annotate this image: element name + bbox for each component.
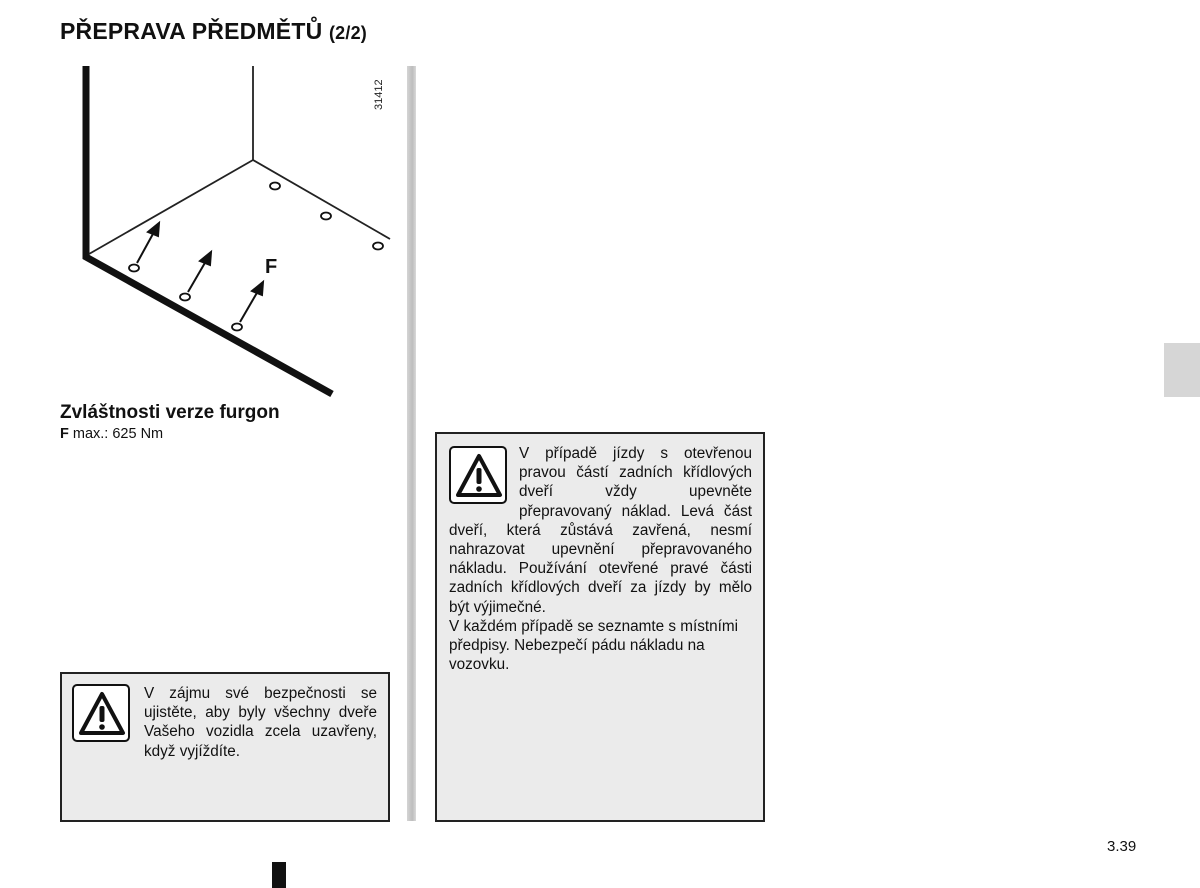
arrow-head-icon xyxy=(252,282,263,295)
safety-warning-text: V zájmu své bezpečnosti se ujistěte, aby byly všechny dveře Vašeho vozidla zcela uzavřeny, když vyjíždíte. xyxy=(144,685,377,760)
cargo-warning-paragraph-1: V případě jízdy s otevřenou pravou částí zadních křídlových dveří vždy upevněte přepravovaný náklad. Levá část dveří, která zůstává zavřená, nesmí nahrazovat upevnění přepravovaného nákladu. Používání otevřené pravé části zadních křídlových dveří za jízdy by mělo být výjimečné. xyxy=(449,445,752,616)
cargo-anchor-points-diagram xyxy=(62,64,402,398)
anchor-ring-icon xyxy=(180,294,190,301)
warning-triangle-glyph xyxy=(454,451,504,501)
side-floor-line xyxy=(253,160,390,239)
force-symbol: F xyxy=(60,426,69,442)
anchor-ring-icon xyxy=(321,213,331,220)
warning-triangle-icon xyxy=(449,446,507,504)
warning-triangle-icon xyxy=(72,684,130,742)
figure-ref-number: 31412 xyxy=(373,79,385,110)
force-arrow-icon xyxy=(188,261,206,292)
anchor-ring-icon xyxy=(270,183,280,190)
warning-triangle-glyph xyxy=(77,689,127,739)
caption-title: Zvláštnosti verze furgon xyxy=(60,402,280,423)
page-number: 3.39 xyxy=(1107,838,1137,855)
column-divider xyxy=(407,66,416,821)
cargo-warning-paragraph-2: V každém případě se seznamte s místními předpisy. Nebezpečí pádu nákladu na vozovku. xyxy=(449,617,739,674)
anchor-ring-icon xyxy=(232,324,242,331)
safety-warning-box xyxy=(60,672,390,822)
cargo-warning-box xyxy=(435,432,765,822)
force-arrows xyxy=(137,223,263,322)
crop-mark xyxy=(272,862,286,888)
caption-body xyxy=(60,426,163,442)
page-title-part: (2/2) xyxy=(328,23,367,43)
anchor-ring-icon xyxy=(373,243,383,250)
chapter-tab-marker xyxy=(1164,343,1200,397)
force-arrow-icon xyxy=(137,232,154,263)
page-title-text: PŘEPRAVA PŘEDMĚTŮ xyxy=(60,18,323,44)
back-floor-line xyxy=(89,160,253,254)
floor-edge-thick xyxy=(86,66,332,394)
page-title xyxy=(60,18,367,45)
force-label: F xyxy=(265,256,278,278)
cargo-floor-figure xyxy=(62,64,402,398)
arrow-head-icon xyxy=(200,252,211,265)
cargo-warning-content xyxy=(449,444,752,674)
force-value: max.: 625 Nm xyxy=(68,426,164,442)
force-arrow-icon xyxy=(240,291,258,322)
anchor-ring-icon xyxy=(129,265,139,272)
arrow-head-icon xyxy=(148,223,159,236)
